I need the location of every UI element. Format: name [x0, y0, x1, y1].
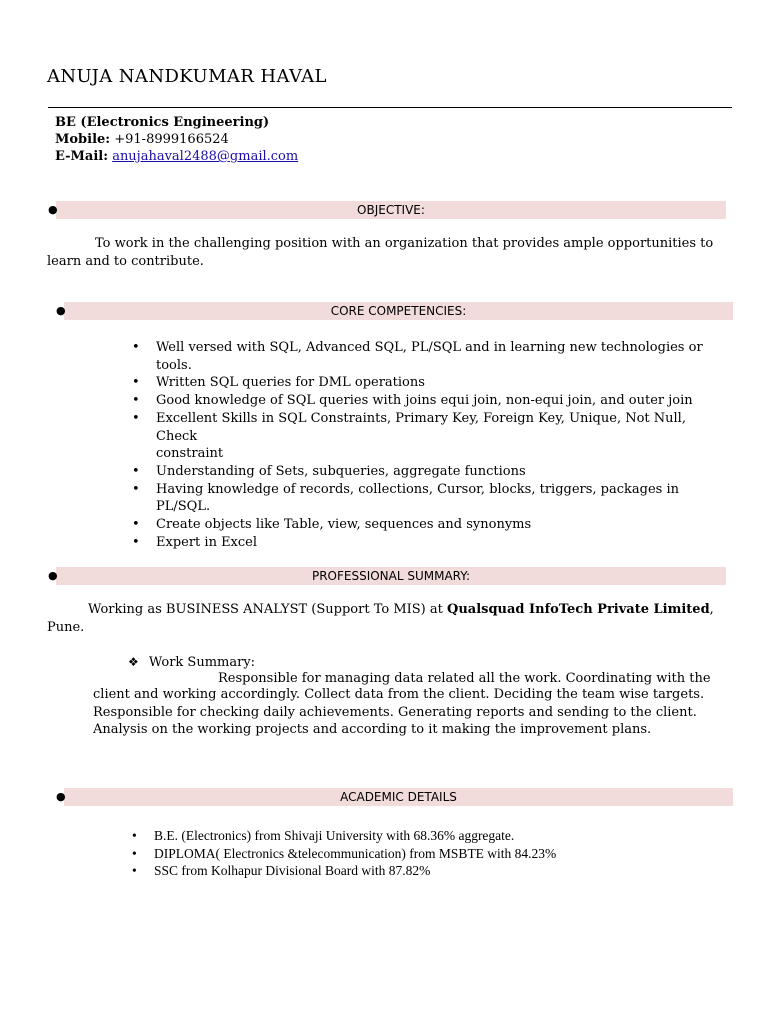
competency-text: Create objects like Table, view, sequences and synonyms	[156, 517, 532, 533]
competency-text-continued: PL/SQL.	[156, 499, 211, 515]
competency-item	[128, 534, 728, 552]
competency-text: Written SQL queries for DML operations	[156, 375, 425, 391]
work-summary-line-1: Responsible for managing data related all the work. Coordinating with the	[218, 671, 711, 686]
academic-heading: ACADEMIC DETAILS	[340, 790, 457, 804]
academic-item: • B.E. (Electronics) from Shivaji University with 68.36% aggregate.	[128, 827, 728, 845]
summary-city: Pune.	[47, 620, 85, 635]
summary-intro	[88, 601, 714, 619]
competency-item	[128, 481, 728, 516]
objective-heading: OBJECTIVE:	[357, 203, 425, 217]
competency-text: Expert in Excel	[156, 534, 258, 550]
competency-item	[128, 392, 728, 410]
competency-text: Understanding of Sets, subqueries, aggregate functions	[156, 463, 526, 479]
competency-text: Well versed with SQL, Advanced SQL, PL/SQL and in learning new technologies or	[156, 340, 703, 355]
mobile-label: Mobile:	[55, 132, 111, 147]
summary-heading: PROFESSIONAL SUMMARY:	[311, 569, 471, 583]
mobile-value: +91-8999166524	[110, 132, 229, 147]
competency-text-continued: constraint	[156, 446, 224, 462]
candidate-name: ANUJA NANDKUMAR HAVAL	[47, 66, 327, 87]
competency-text: Having knowledge of records, collections, Cursor, blocks, triggers, packages in	[156, 481, 680, 497]
summary-comma: ,	[709, 602, 714, 617]
academic-heading-band	[56, 788, 733, 806]
competencies-list	[128, 339, 728, 551]
diamond-bullet-icon: ❖	[128, 655, 139, 669]
objective-line-2: learn and to contribute.	[47, 254, 204, 269]
email-link[interactable]: anujahaval2488@gmail.com	[112, 149, 299, 164]
header-divider	[48, 107, 732, 108]
summary-heading-band	[48, 567, 726, 585]
bullet-icon: ●	[56, 304, 66, 317]
competency-item	[128, 374, 728, 392]
email-label: E-Mail:	[55, 149, 109, 164]
bullet-icon: ●	[48, 569, 58, 582]
company-name: Qualsquad InfoTech Private Limited	[447, 602, 710, 617]
degree-text: BE (Electronics Engineering)	[55, 115, 270, 130]
academic-item: • DIPLOMA( Electronics &telecommunication) from MSBTE with 84.23%	[128, 845, 728, 863]
bullet-icon: ●	[48, 203, 58, 216]
work-summary-line-4: Analysis on the working projects and according to it making the improvement plans.	[93, 722, 652, 737]
academic-item: • SSC from Kolhapur Divisional Board with 87.82%	[128, 862, 728, 880]
objective-line-1: To work in the challenging position with an organization that provides ample opportunities to	[95, 236, 714, 251]
competency-item	[128, 463, 728, 481]
competency-text-continued: tools.	[156, 357, 192, 373]
work-summary-label: Work Summary:	[148, 655, 256, 670]
email-line	[55, 149, 298, 165]
work-summary-line-3: Responsible for checking daily achievements. Generating reports and sending to the client.	[93, 705, 697, 720]
work-summary-line-2: client and working accordingly. Collect data from the client. Deciding the team wise targets.	[93, 687, 705, 702]
competency-text: Excellent Skills in SQL Constraints, Primary Key, Foreign Key, Unique, Not Null, Check	[156, 410, 686, 444]
mobile-line	[55, 132, 229, 148]
competency-item	[128, 410, 728, 463]
academic-list	[128, 827, 728, 880]
bullet-icon: ●	[56, 790, 66, 803]
competencies-heading: CORE COMPETENCIES:	[330, 304, 467, 318]
degree-line	[55, 115, 269, 131]
competency-item	[128, 339, 728, 374]
competency-text: Good knowledge of SQL queries with joins equi join, non-equi join, and outer join	[156, 393, 693, 409]
objective-heading-band	[48, 201, 726, 219]
competency-item	[128, 516, 728, 534]
competencies-heading-band	[56, 302, 733, 320]
summary-role: Working as BUSINESS ANALYST (Support To MIS) at	[88, 602, 447, 617]
